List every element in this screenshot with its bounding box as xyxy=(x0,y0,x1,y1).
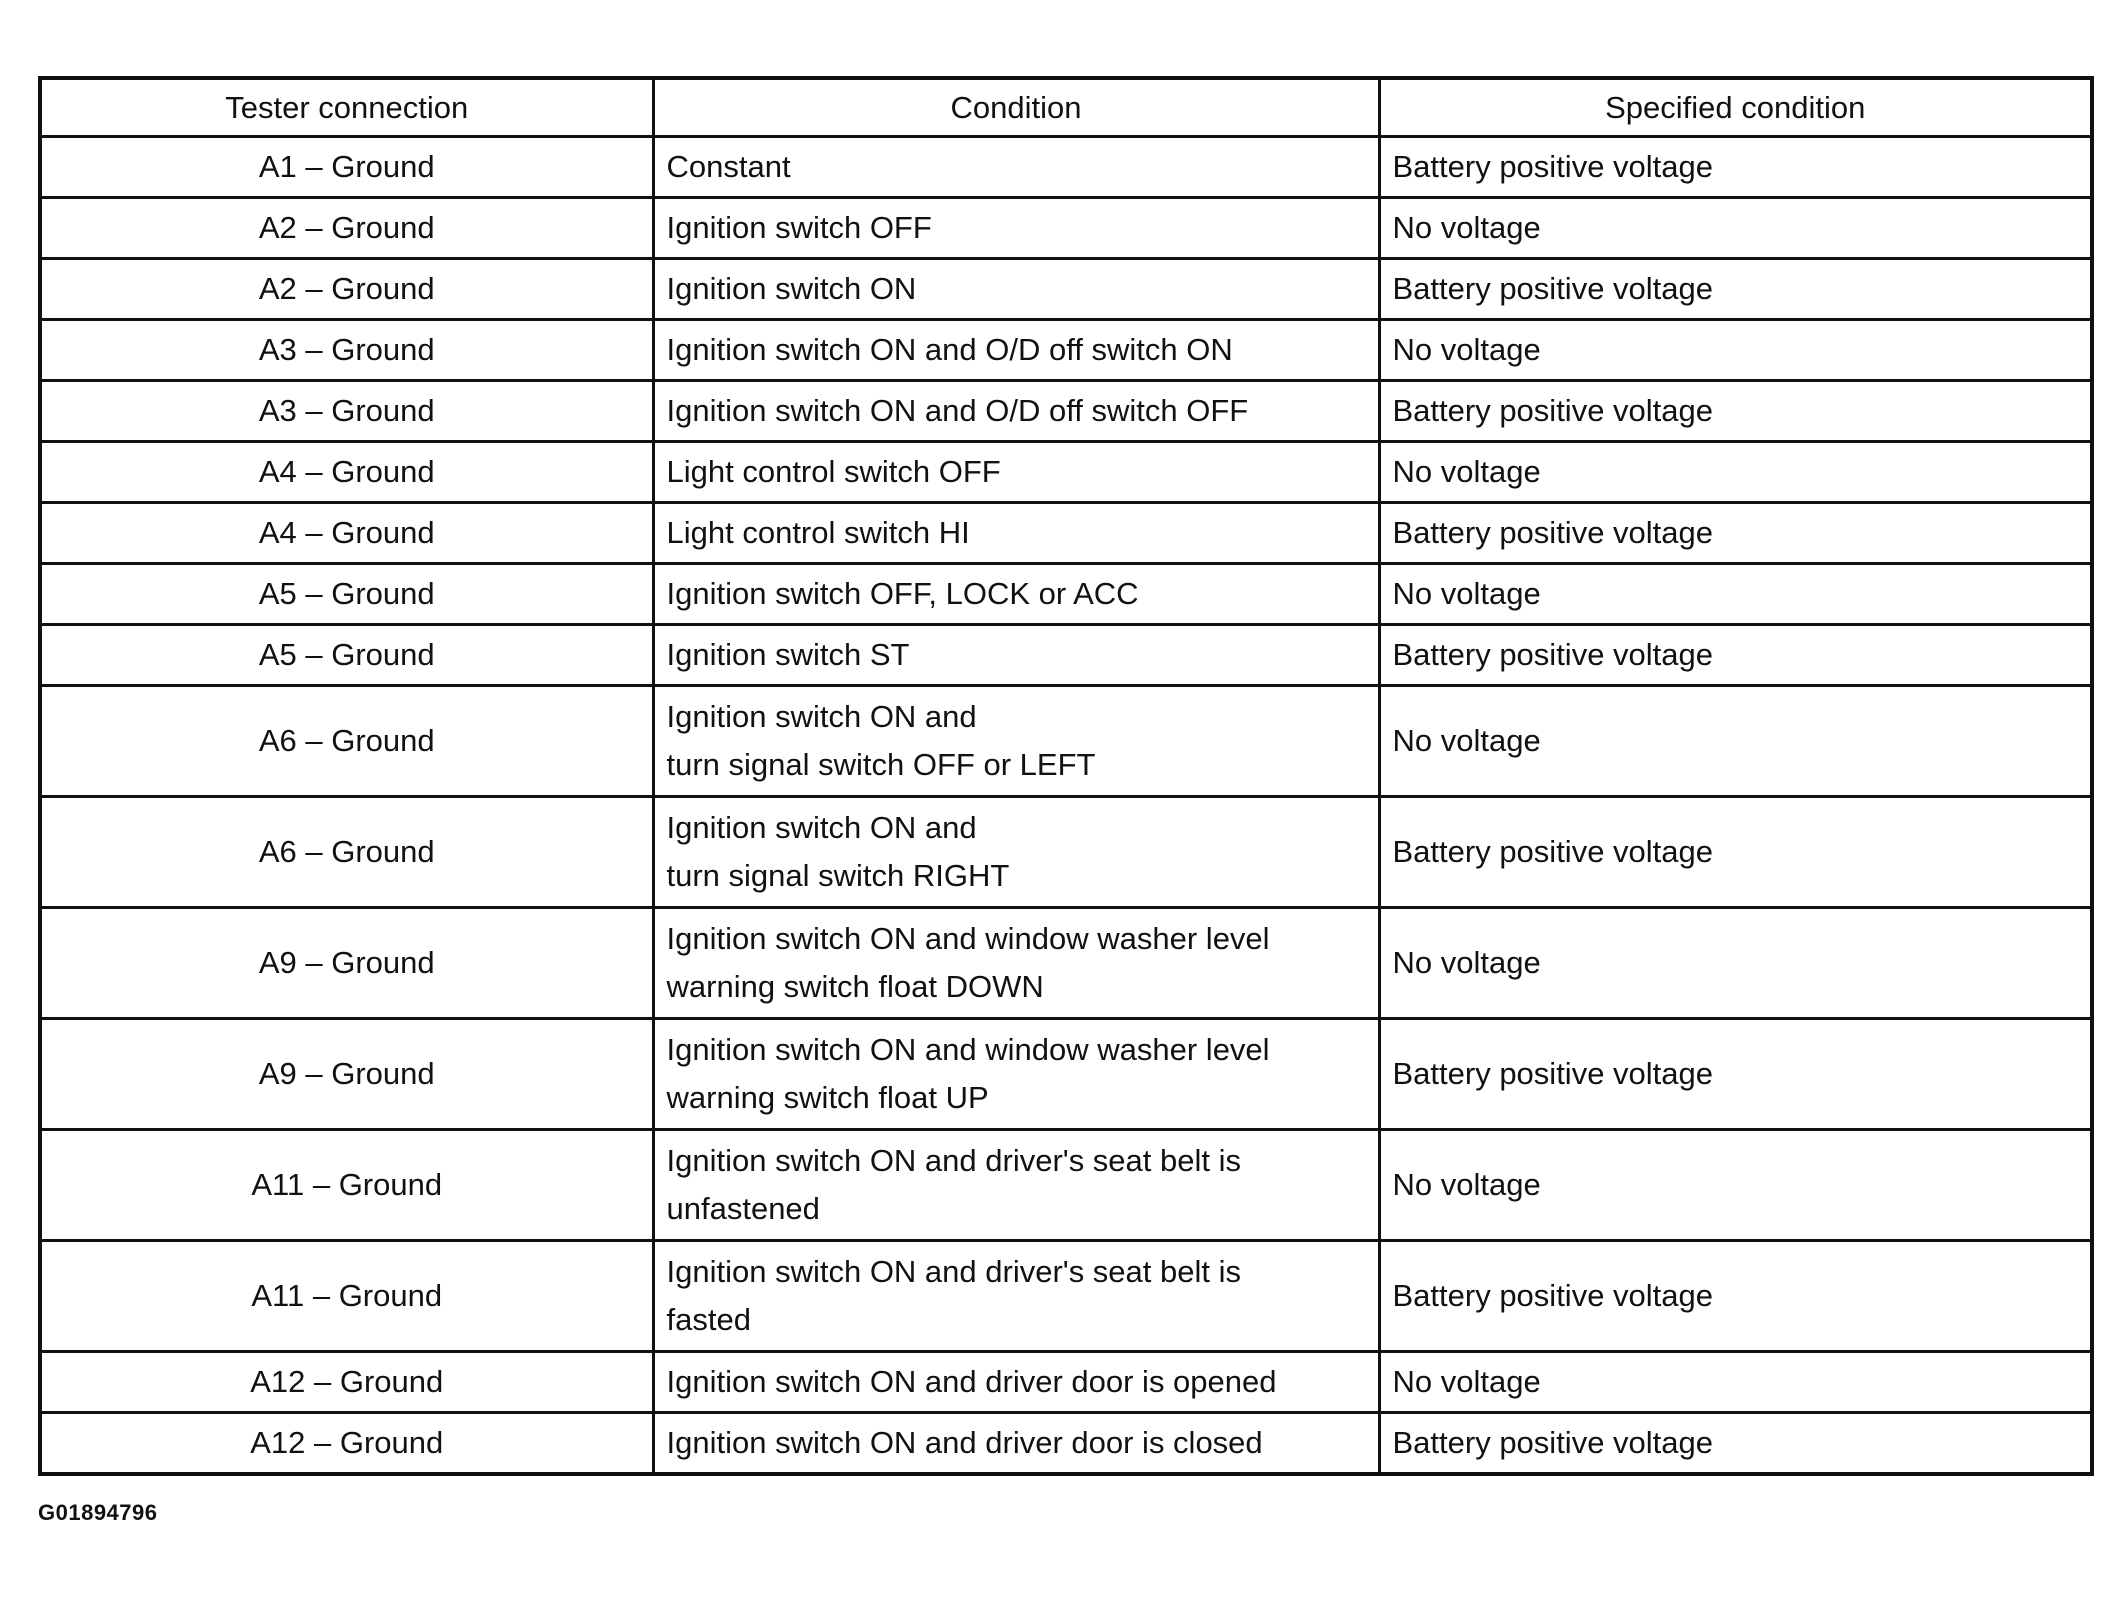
condition-line: Ignition switch ON and O/D off switch OFF xyxy=(666,393,1249,428)
table-row xyxy=(40,381,2092,442)
condition-line: Ignition switch ON xyxy=(666,271,917,306)
table-row xyxy=(40,797,2092,908)
cell-tester-connection: A6 – Ground xyxy=(40,797,653,908)
table-body xyxy=(40,137,2092,1475)
cell-condition xyxy=(653,320,1379,381)
header-condition: Condition xyxy=(653,78,1379,137)
condition-line: Light control switch HI xyxy=(666,515,970,550)
cell-condition xyxy=(653,259,1379,320)
condition-line: Ignition switch ON and xyxy=(666,810,977,845)
cell-specified-condition: Battery positive voltage xyxy=(1379,259,2092,320)
table-row xyxy=(40,442,2092,503)
table-row xyxy=(40,198,2092,259)
cell-condition xyxy=(653,381,1379,442)
cell-tester-connection: A9 – Ground xyxy=(40,1019,653,1130)
header-specified-condition: Specified condition xyxy=(1379,78,2092,137)
condition-line: Constant xyxy=(666,149,791,184)
table-row xyxy=(40,1130,2092,1241)
cell-condition xyxy=(653,686,1379,797)
table-row xyxy=(40,1352,2092,1413)
figure-id: G01894796 xyxy=(38,1500,158,1525)
condition-line: Ignition switch OFF xyxy=(666,210,932,245)
cell-specified-condition: No voltage xyxy=(1379,686,2092,797)
cell-specified-condition: Battery positive voltage xyxy=(1379,1241,2092,1352)
condition-line: Ignition switch ON and driver's seat belt is xyxy=(666,1143,1241,1178)
cell-specified-condition: Battery positive voltage xyxy=(1379,625,2092,686)
cell-tester-connection: A12 – Ground xyxy=(40,1413,653,1475)
condition-line: Ignition switch ON and window washer level xyxy=(666,921,1270,956)
table-header-row xyxy=(40,78,2092,137)
cell-condition xyxy=(653,198,1379,259)
table-row xyxy=(40,625,2092,686)
header-tester-connection: Tester connection xyxy=(40,78,653,137)
condition-line: Ignition switch ON and xyxy=(666,699,977,734)
condition-line: turn signal switch RIGHT xyxy=(666,858,1010,893)
cell-condition xyxy=(653,1413,1379,1475)
cell-specified-condition: Battery positive voltage xyxy=(1379,381,2092,442)
condition-line: warning switch float DOWN xyxy=(666,969,1044,1004)
cell-condition xyxy=(653,137,1379,198)
cell-specified-condition: No voltage xyxy=(1379,908,2092,1019)
table-row xyxy=(40,1019,2092,1130)
condition-line: warning switch float UP xyxy=(666,1080,989,1115)
table-row xyxy=(40,1413,2092,1475)
cell-specified-condition: Battery positive voltage xyxy=(1379,503,2092,564)
table-row xyxy=(40,503,2092,564)
cell-tester-connection: A1 – Ground xyxy=(40,137,653,198)
condition-line: unfastened xyxy=(666,1191,820,1226)
tester-connection-table xyxy=(38,76,2094,1476)
condition-line: Ignition switch ON and driver's seat belt is xyxy=(666,1254,1241,1289)
table-row xyxy=(40,908,2092,1019)
table-row xyxy=(40,137,2092,198)
table-row xyxy=(40,686,2092,797)
cell-specified-condition: No voltage xyxy=(1379,442,2092,503)
cell-specified-condition: Battery positive voltage xyxy=(1379,1019,2092,1130)
cell-condition xyxy=(653,503,1379,564)
cell-tester-connection: A5 – Ground xyxy=(40,564,653,625)
cell-condition xyxy=(653,1241,1379,1352)
table-row xyxy=(40,1241,2092,1352)
condition-line: Ignition switch ON and driver door is closed xyxy=(666,1425,1263,1460)
cell-specified-condition: No voltage xyxy=(1379,1352,2092,1413)
cell-tester-connection: A2 – Ground xyxy=(40,259,653,320)
cell-tester-connection: A12 – Ground xyxy=(40,1352,653,1413)
cell-specified-condition: Battery positive voltage xyxy=(1379,1413,2092,1475)
table-row xyxy=(40,564,2092,625)
cell-condition xyxy=(653,908,1379,1019)
cell-condition xyxy=(653,564,1379,625)
condition-line: Light control switch OFF xyxy=(666,454,1001,489)
cell-tester-connection: A9 – Ground xyxy=(40,908,653,1019)
condition-line: Ignition switch ST xyxy=(666,637,910,672)
condition-line: Ignition switch OFF, LOCK or ACC xyxy=(666,576,1139,611)
cell-specified-condition: Battery positive voltage xyxy=(1379,797,2092,908)
cell-condition xyxy=(653,1019,1379,1130)
cell-condition xyxy=(653,1352,1379,1413)
table-row xyxy=(40,259,2092,320)
cell-tester-connection: A2 – Ground xyxy=(40,198,653,259)
cell-tester-connection: A4 – Ground xyxy=(40,503,653,564)
condition-line: turn signal switch OFF or LEFT xyxy=(666,747,1096,782)
cell-specified-condition: Battery positive voltage xyxy=(1379,137,2092,198)
cell-specified-condition: No voltage xyxy=(1379,1130,2092,1241)
cell-condition xyxy=(653,1130,1379,1241)
cell-tester-connection: A5 – Ground xyxy=(40,625,653,686)
table-row xyxy=(40,320,2092,381)
cell-condition xyxy=(653,625,1379,686)
condition-line: Ignition switch ON and driver door is opened xyxy=(666,1364,1277,1399)
cell-tester-connection: A11 – Ground xyxy=(40,1241,653,1352)
condition-line: Ignition switch ON and O/D off switch ON xyxy=(666,332,1233,367)
condition-line: fasted xyxy=(666,1302,751,1337)
cell-tester-connection: A4 – Ground xyxy=(40,442,653,503)
cell-tester-connection: A6 – Ground xyxy=(40,686,653,797)
cell-tester-connection: A3 – Ground xyxy=(40,320,653,381)
cell-tester-connection: A11 – Ground xyxy=(40,1130,653,1241)
cell-specified-condition: No voltage xyxy=(1379,564,2092,625)
condition-line: Ignition switch ON and window washer level xyxy=(666,1032,1270,1067)
cell-condition xyxy=(653,797,1379,908)
cell-condition xyxy=(653,442,1379,503)
cell-specified-condition: No voltage xyxy=(1379,320,2092,381)
cell-tester-connection: A3 – Ground xyxy=(40,381,653,442)
cell-specified-condition: No voltage xyxy=(1379,198,2092,259)
